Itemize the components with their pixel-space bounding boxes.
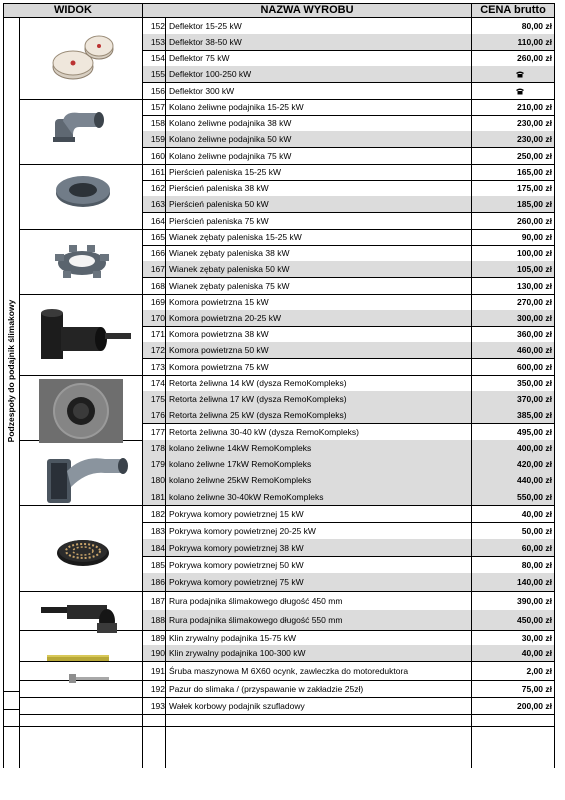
toothed-crown-image: [49, 239, 115, 283]
product-name: Pierścień paleniska 15-25 kW: [169, 167, 281, 177]
product-name: Kolano żeliwne podajnika 75 kW: [169, 150, 292, 161]
price-list-table: [3, 3, 555, 768]
product-price: 550,00 zł: [517, 491, 552, 502]
item-number: 183: [150, 525, 165, 536]
product-price: 230,00 zł: [517, 118, 552, 128]
product-price: 260,00 zł: [517, 215, 552, 226]
item-number: 155: [150, 69, 165, 79]
product-name: Retorta żeliwna 25 kW (dysza RemoKompleks): [169, 410, 347, 420]
product-name: Deflektor 100-250 kW: [169, 69, 252, 79]
product-price: 185,00 zł: [517, 199, 552, 209]
table-row: [143, 661, 555, 680]
product-price: 40,00 zł: [521, 648, 552, 658]
phone-icon: [515, 70, 525, 78]
table-row: [143, 488, 555, 505]
product-price: 2,00 zł: [526, 665, 552, 676]
item-number: 193: [150, 700, 165, 711]
item-number: 166: [150, 248, 165, 258]
table-row: [143, 294, 555, 310]
item-number: 177: [150, 426, 165, 437]
table-row: [143, 697, 555, 714]
product-price: 260,00 zł: [517, 53, 552, 63]
item-number: 191: [150, 665, 165, 676]
product-name: Pierścień paleniska 50 kW: [169, 199, 269, 209]
table-row: [143, 591, 555, 610]
product-name: Wałek korbowy podajnik szufladowy: [169, 700, 305, 711]
header-view: WIDOK: [3, 3, 143, 18]
product-price: 600,00 zł: [517, 361, 552, 372]
product-price: 175,00 zł: [517, 183, 552, 193]
header-price: CENA brutto: [471, 3, 555, 18]
product-price: 420,00 zł: [517, 459, 552, 469]
table-row: [143, 34, 555, 50]
phone-icon: [515, 87, 525, 95]
name-column-line: [471, 18, 472, 768]
table-row: [143, 472, 555, 488]
breaking-key-image: [45, 651, 115, 665]
item-number: 167: [150, 264, 165, 274]
item-number: 156: [150, 85, 165, 96]
item-number: 169: [150, 297, 165, 307]
product-price: 165,00 zł: [517, 167, 552, 177]
item-number: 192: [150, 683, 165, 694]
product-price: 440,00 zł: [517, 475, 552, 485]
remokompleks-elbow-image: [43, 451, 133, 507]
table-row: [143, 407, 555, 423]
product-name: Kolano żeliwne podajnika 38 kW: [169, 118, 292, 128]
table-row: [143, 66, 555, 82]
table-row: [143, 245, 555, 261]
product-name: Komora powietrzna 15 kW: [169, 297, 269, 307]
item-number: 154: [150, 53, 165, 63]
item-number: 174: [150, 378, 165, 388]
table-row: [143, 505, 555, 522]
product-price: 60,00 zł: [521, 542, 552, 553]
item-number: 157: [150, 102, 165, 112]
item-number: 162: [150, 183, 165, 193]
table-row: [143, 391, 555, 407]
table-row: [143, 456, 555, 472]
product-name: Deflektor 300 kW: [169, 85, 235, 96]
product-price: 210,00 zł: [517, 102, 552, 112]
product-price: 270,00 zł: [517, 297, 552, 307]
product-name: Komora powietrzna 50 kW: [169, 345, 269, 355]
product-price: 390,00 zł: [517, 595, 552, 606]
item-number: 161: [150, 167, 165, 177]
item-number: 164: [150, 215, 165, 226]
product-name: Komora powietrzna 38 kW: [169, 329, 269, 339]
product-name: kolano żeliwne 17kW RemoKompleks: [169, 459, 312, 469]
item-number: 189: [150, 632, 165, 643]
deflector-discs-image: [47, 33, 117, 85]
item-number: 160: [150, 150, 165, 161]
product-price: 200,00 zł: [517, 700, 552, 711]
bolt-image: [65, 671, 113, 685]
table-row: [143, 610, 555, 630]
product-price: 80,00 zł: [521, 559, 552, 570]
product-price: 110,00 zł: [517, 37, 552, 47]
group-divider: [19, 714, 555, 715]
product-name: Komora powietrzna 20-25 kW: [169, 313, 281, 323]
product-price: 100,00 zł: [517, 248, 552, 258]
item-number: 170: [150, 313, 165, 323]
air-chamber-image: [33, 303, 133, 363]
product-price: 80,00 zł: [521, 21, 552, 31]
view-column-line: [142, 18, 143, 768]
table-row: [143, 630, 555, 645]
item-number: 163: [150, 199, 165, 209]
cast-iron-elbow-image: [49, 105, 109, 145]
product-name: Pokrywa komory powietrznej 15 kW: [169, 508, 304, 519]
product-name: Kolano żeliwne podajnika 15-25 kW: [169, 102, 304, 112]
table-row: [143, 147, 555, 164]
product-name: Retorta żeliwna 30-40 kW (dysza RemoKompleks): [169, 426, 359, 437]
product-price: 370,00 zł: [517, 394, 552, 404]
item-number: 187: [150, 595, 165, 606]
table-row: [143, 82, 555, 99]
product-price: 50,00 zł: [521, 525, 552, 536]
product-price: 90,00 zł: [521, 232, 552, 242]
table-row: [143, 229, 555, 245]
table-row: [143, 539, 555, 556]
item-number: 153: [150, 37, 165, 47]
side-category-label: Podzespoły do podajnik ślimakowy: [6, 299, 16, 443]
product-price: 460,00 zł: [517, 345, 552, 355]
product-name: Kolano żeliwne podajnika 50 kW: [169, 134, 292, 144]
item-number: 165: [150, 232, 165, 242]
product-name: Komora powietrzna 75 kW: [169, 361, 269, 372]
product-name: Wianek zębaty paleniska 50 kW: [169, 264, 290, 274]
product-name: Wianek zębaty paleniska 15-25 kW: [169, 232, 302, 242]
item-number: 168: [150, 280, 165, 291]
feeder-pipe-image: [37, 601, 127, 637]
item-number: 188: [150, 615, 165, 625]
table-row: [143, 680, 555, 697]
group-divider: [3, 726, 555, 727]
product-price: 130,00 zł: [517, 280, 552, 291]
product-price: 75,00 zł: [521, 683, 552, 694]
table-row: [143, 196, 555, 212]
table-row: [143, 180, 555, 196]
product-name: kolano żeliwne 30-40kW RemoKompleks: [169, 491, 324, 502]
item-number: 179: [150, 459, 165, 469]
item-number: 173: [150, 361, 165, 372]
product-name: kolano żeliwne 25kW RemoKompleks: [169, 475, 312, 485]
table-row: [143, 277, 555, 294]
table-row: [143, 375, 555, 391]
product-price: 300,00 zł: [517, 313, 552, 323]
table-row: [143, 310, 555, 326]
product-price: 495,00 zł: [517, 426, 552, 437]
product-price: 350,00 zł: [517, 378, 552, 388]
product-price: 230,00 zł: [517, 134, 552, 144]
product-name: Śruba maszynowa M 6X60 ocynk, zawleczka do motoreduktora: [169, 665, 409, 676]
product-price: 385,00 zł: [517, 410, 552, 420]
product-name: Pazur do slimaka / (przyspawanie w zakładzie 25zł): [169, 683, 364, 694]
item-number: 171: [150, 329, 165, 339]
table-row: [143, 50, 555, 66]
number-column-line: [165, 18, 166, 768]
product-price: 105,00 zł: [517, 264, 552, 274]
item-number: 185: [150, 559, 165, 570]
product-name: Retorta żeliwna 17 kW (dysza RemoKompleks): [169, 394, 347, 404]
item-number: 159: [150, 134, 165, 144]
item-number: 180: [150, 475, 165, 485]
product-name: Deflektor 38-50 kW: [169, 37, 242, 47]
table-row: [143, 261, 555, 277]
table-row: [143, 440, 555, 456]
product-name: Klin zrywalny podajnika 15-75 kW: [169, 632, 297, 643]
product-price: 40,00 zł: [521, 508, 552, 519]
item-number: 184: [150, 542, 165, 553]
table-row: [143, 342, 555, 358]
item-number: 158: [150, 118, 165, 128]
item-number: 152: [150, 21, 165, 31]
product-name: Wianek zębaty paleniska 38 kW: [169, 248, 290, 258]
product-price: 360,00 zł: [517, 329, 552, 339]
item-number: 176: [150, 410, 165, 420]
table-row: [143, 522, 555, 539]
product-price: 400,00 zł: [517, 443, 552, 453]
table-row: [143, 645, 555, 661]
table-row: [143, 131, 555, 147]
table-row: [143, 164, 555, 180]
item-number: 190: [150, 648, 165, 658]
label-column-line: [19, 18, 20, 768]
product-name: Pokrywa komory powietrznej 38 kW: [169, 542, 304, 553]
item-number: 182: [150, 508, 165, 519]
product-name: Rura podajnika ślimakowego długość 550 mm: [169, 615, 343, 625]
burner-ring-image: [53, 171, 113, 211]
item-number: 181: [150, 491, 165, 502]
table-row: [143, 99, 555, 115]
product-name: Retorta żeliwna 14 kW (dysza RemoKompleks): [169, 378, 347, 388]
table-row: [143, 556, 555, 573]
table-row: [143, 18, 555, 34]
product-name: Pokrywa komory powietrznej 20-25 kW: [169, 525, 316, 536]
table-row: [143, 326, 555, 342]
item-number: 175: [150, 394, 165, 404]
product-name: Pierścień paleniska 75 kW: [169, 215, 269, 226]
product-name: Klin zrywalny podajnika 100-300 kW: [169, 648, 306, 658]
table-row: [143, 212, 555, 229]
retort-image: [39, 379, 123, 443]
table-row: [143, 358, 555, 375]
product-name: Wianek zębaty paleniska 75 kW: [169, 280, 290, 291]
product-name: Pokrywa komory powietrznej 75 kW: [169, 577, 304, 587]
header-product-name: NAZWA WYROBU: [142, 3, 472, 18]
product-price: 250,00 zł: [517, 150, 552, 161]
item-number: 186: [150, 577, 165, 587]
right-border: [554, 18, 555, 768]
product-name: Deflektor 75 kW: [169, 53, 230, 63]
product-name: kolano żeliwne 14kW RemoKompleks: [169, 443, 312, 453]
product-price: 450,00 zł: [517, 615, 552, 625]
product-name: Pierścień paleniska 38 kW: [169, 183, 269, 193]
table-row: [143, 573, 555, 591]
product-name: Deflektor 15-25 kW: [169, 21, 242, 31]
product-name: Pokrywa komory powietrznej 50 kW: [169, 559, 304, 570]
table-row: [143, 423, 555, 440]
product-price: 140,00 zł: [517, 577, 552, 587]
chamber-cover-image: [53, 531, 113, 571]
item-number: 172: [150, 345, 165, 355]
product-name: Rura podajnika ślimakowego długość 450 mm: [169, 595, 343, 606]
item-number: 178: [150, 443, 165, 453]
product-price: 30,00 zł: [521, 632, 552, 643]
table-row: [143, 115, 555, 131]
